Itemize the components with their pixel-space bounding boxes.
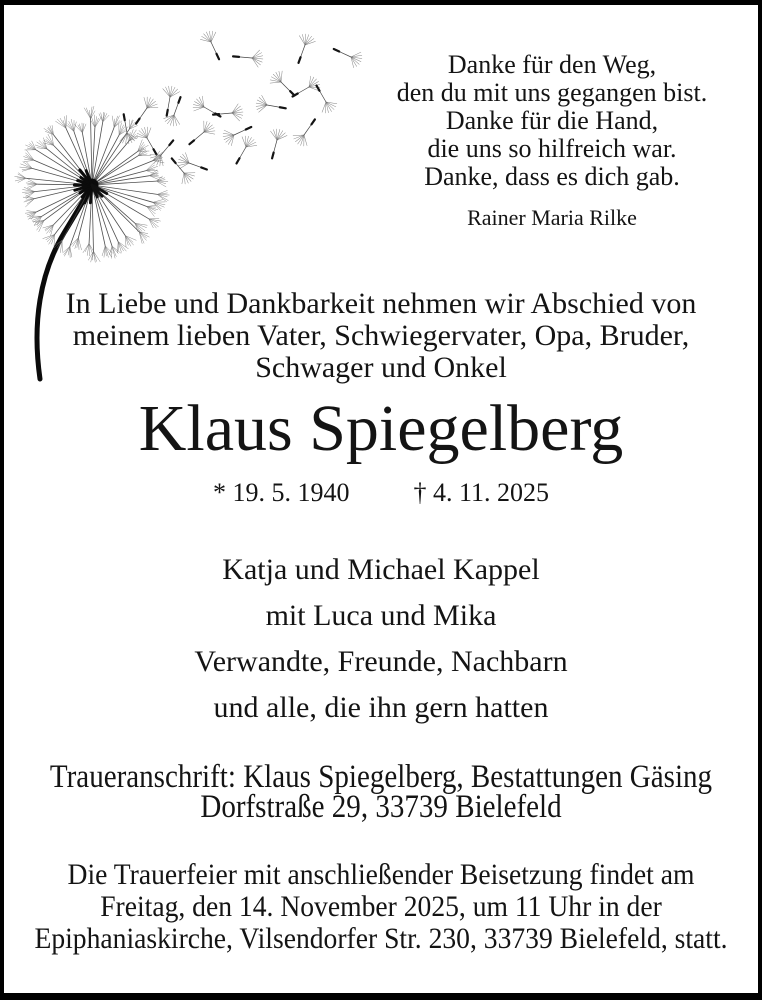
poem-line: den du mit uns gegangen bist. <box>396 78 708 107</box>
death-date: † 4. 11. 2025 <box>413 478 550 507</box>
life-dates <box>4 480 758 506</box>
poem-line: Danke, dass es dich gab. <box>424 162 680 191</box>
address-line: Dorfstraße 29, 33739 Bielefeld <box>200 789 562 825</box>
poem-line: Danke für die Hand, <box>445 106 659 135</box>
funeral-line: Freitag, den 14. November 2025, um 11 Uhr in der <box>100 890 662 923</box>
farewell-text <box>4 288 758 384</box>
poem-line: Danke für den Weg, <box>447 50 657 79</box>
mourner-line: mit Luca und Mika <box>265 599 497 632</box>
poem-attribution: Rainer Maria Rilke <box>467 205 637 230</box>
poem-line: die uns so hilfreich war. <box>427 134 677 163</box>
memorial-poem <box>385 51 719 232</box>
farewell-line: meinem lieben Vater, Schwiegervater, Opa, Bruder, <box>72 319 690 352</box>
mourner-line: und alle, die ihn gern hatten <box>213 691 549 724</box>
mourning-address <box>49 759 713 825</box>
mourner-line: Katja und Michael Kappel <box>222 553 540 586</box>
funeral-line: Epiphaniaskirche, Vilsendorfer Str. 230, 33739 Bielefeld, statt. <box>34 922 728 955</box>
birth-date: * 19. 5. 1940 <box>212 478 350 507</box>
mourners-list <box>4 547 758 731</box>
farewell-line: Schwager und Onkel <box>255 351 507 384</box>
mourner-line: Verwandte, Freunde, Nachbarn <box>194 645 568 678</box>
funeral-line: Die Trauerfeier mit anschließender Beisetzung findet am <box>67 858 695 891</box>
funeral-announcement <box>34 859 728 955</box>
deceased-name: Klaus Spiegelberg <box>138 392 624 465</box>
address-line: Traueranschrift: Klaus Spiegelberg, Bestattungen Gäsing <box>49 759 713 795</box>
farewell-line: In Liebe und Dankbarkeit nehmen wir Abschied von <box>65 287 697 320</box>
